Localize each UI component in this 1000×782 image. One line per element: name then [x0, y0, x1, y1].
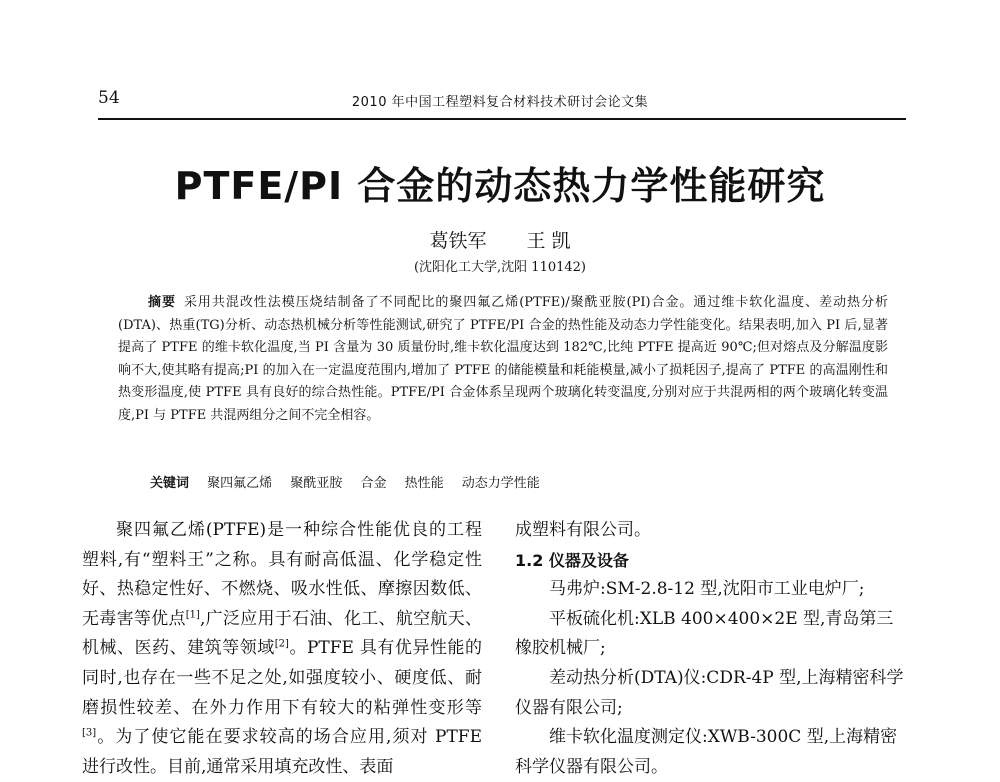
keyword: 热性能: [404, 476, 444, 491]
keywords-label: 关键词: [150, 476, 190, 491]
equipment-item: 平板硫化机:XLB 400×400×2E 型,青岛第三橡胶机械厂;: [515, 608, 894, 659]
abstract-label: 摘要: [148, 295, 176, 310]
equipment-item: 马弗炉:SM-2.8-12 型,沈阳市工业电炉厂;: [549, 579, 865, 600]
keywords: [150, 472, 554, 491]
keyword: 聚酰亚胺: [290, 476, 343, 491]
keyword: 动态力学性能: [461, 476, 540, 491]
keyword: 聚四氟乙烯: [207, 476, 273, 491]
body-text: 聚四氟乙烯(PTFE)是一种综合性能优良的工程塑料,有“塑料王”之称。具有耐高低温、化学稳定性好、热稳定性好、不燃烧、吸水性低、摩擦因数低、无毒害等优点: [82, 520, 482, 629]
body-paragraph: [82, 516, 482, 782]
body-column-right: [515, 516, 910, 782]
body-column-left: [82, 516, 482, 782]
body-text: 。PTFE 具有优异性能的同时,也存在一些不足之处,如强度较小、硬度低、耐磨损性较差、在外力作用下有较大的粘弹性变形等: [82, 638, 483, 718]
equipment-item: 维卡软化温度测定仪:XWB-300C 型,上海精密科学仪器有限公司。: [515, 727, 898, 777]
body-line: 成塑料有限公司。: [515, 520, 651, 540]
equipment-item: 差动热分析(DTA)仪:CDR-4P 型,上海精密科学仪器有限公司;: [515, 667, 904, 718]
citation-ref[interactable]: [3]: [82, 727, 97, 739]
section-heading: 1.2 仪器及设备: [515, 550, 629, 570]
body-text: 。为了使它能在要求较高的场合应用,须对 PTFE 进行改性。目前,通常采用填充改性、表面: [82, 727, 482, 777]
affiliation: (沈阳化工大学,沈阳 110142): [413, 260, 587, 275]
page-number: 54: [98, 88, 120, 108]
header-rule: [98, 118, 906, 120]
citation-ref[interactable]: [1]: [185, 609, 200, 621]
author-1: 葛铁军: [429, 230, 487, 252]
keyword: 合金: [360, 476, 387, 491]
abstract: [118, 292, 888, 428]
body-text: ,广泛应用于石油、化工、航空航天、机械、医药、建筑等领域: [82, 608, 483, 659]
paper-title: PTFE/PI 合金的动态热力学性能研究: [174, 164, 826, 208]
citation-ref[interactable]: [2]: [274, 638, 289, 650]
author-list: [0, 226, 1000, 253]
author-2: 王 凯: [526, 230, 571, 252]
running-header: 2010 年中国工程塑料复合材料技术研讨会论文集: [351, 95, 649, 110]
abstract-text: 采用共混改性法模压烧结制备了不同配比的聚四氟乙烯(PTFE)/聚酰亚胺(PI)合金。通过维卡软化温度、差动热分析(DTA)、热重(TG)分析、动态热机械分析等性能测试,研究了 PTFE/PI 合金的热性能及动态力学性能变化。结果表明,加入 PI 后,显著提高了 PTFE 的维卡软化温度,当 PI 含量为 30 质量份时,维卡软化温度达到 182℃,比纯 PTFE 提高近 90℃;但对熔点及分解温度影响不大,使其略有提高;PI 的加入在一定温度范围内,增加了 PTFE 的储能模量和耗能模量,减小了损耗因子,提高了 PTFE 的高温刚性和热变形温度,使 PTFE 具有良好的综合热性能。PTFE/PI 合金体系呈现两个玻璃化转变温度,分别对应于共混两相的两个玻璃化转变温度,PI 与 PTFE 共混两组分之间不完全相容。: [118, 295, 888, 423]
